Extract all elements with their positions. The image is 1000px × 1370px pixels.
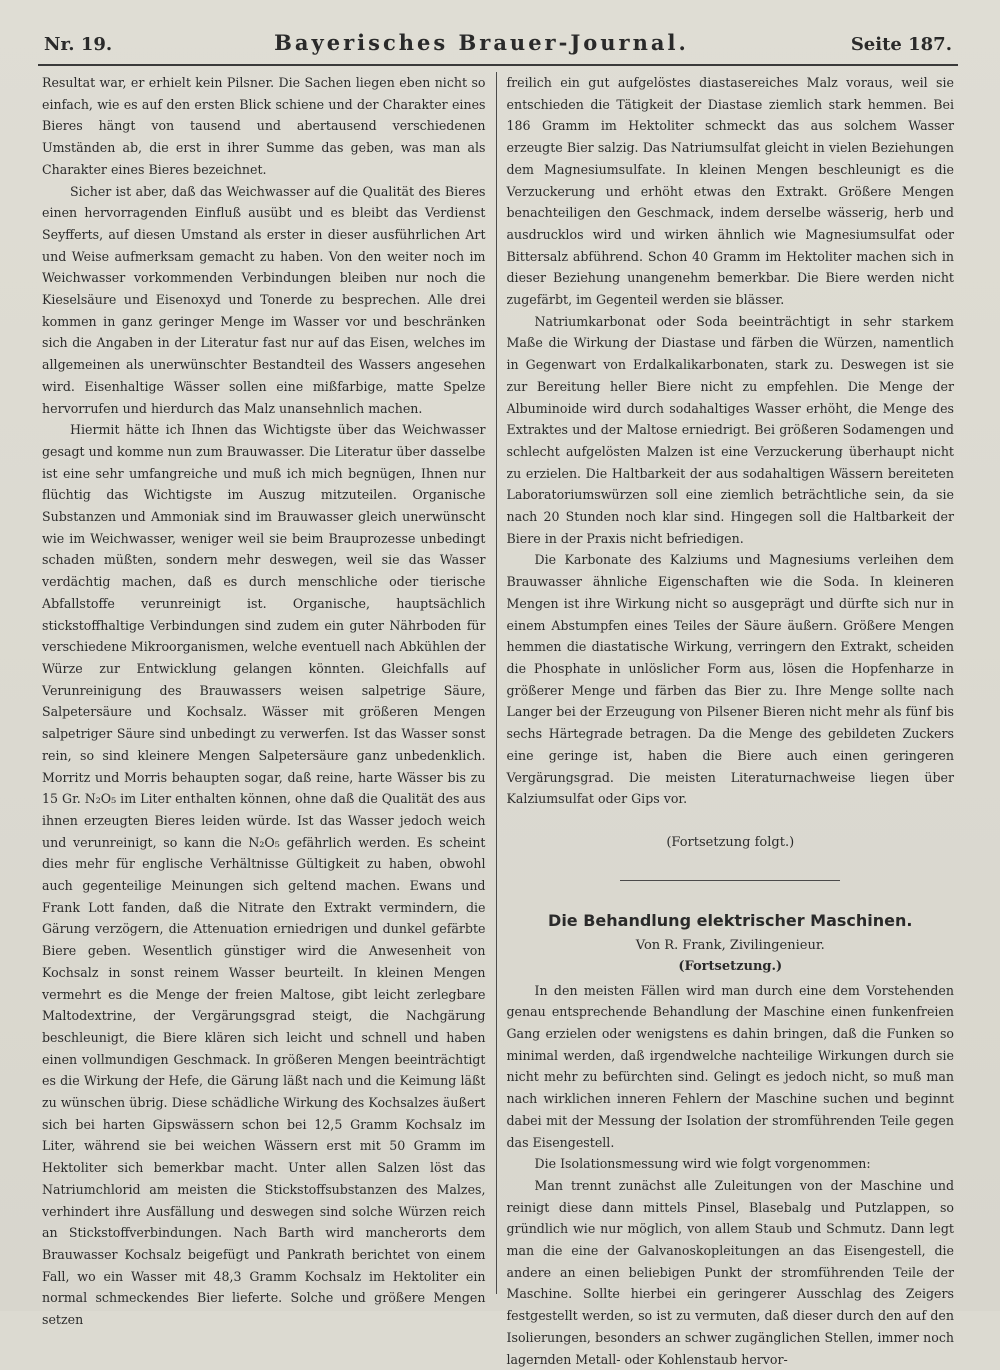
- paragraph: Sicher ist aber, daß das Weichwasser auf die Qualität des Bieres einen hervorragenden Einfluß ausübt und es bleibt das Verdienst Seyfferts, auf diesen Umstand als erster in dieser ausführlichen Art und Weise aufmerksam gemacht zu haben. Von den weiter noch im Weichwasser vorkommenden Verbindungen bleiben nur noch die Kieselsäure und Eisenoxyd und Tonerde zu besprechen. Alle drei kommen in ganz geringer Menge im Wasser vor und beschränken sich die Angaben in der Literatur fast nur auf das Eisen, welches im allgemeinen als unerwünschter Bestandteil des Wassers angesehen wird. Eisenhaltige Wässer sollen eine mißfarbige, matte Spelze hervorrufen und hierdurch das Malz unansehnlich machen.: [42, 183, 486, 416]
- article-title: Die Behandlung elektrischer Maschinen.: [548, 910, 913, 930]
- journal-title: Bayerisches Brauer-Journal.: [274, 30, 689, 55]
- page-number: Seite 187.: [850, 34, 952, 55]
- article-byline: Von R. Frank, Zivilingenieur.: [635, 937, 825, 953]
- paragraph: freilich ein gut aufgelöstes diastasereiches Malz voraus, weil sie entschieden die Tätigkeit der Diastase ziemlich stark hemmen. Bei 186 Gramm im Hektoliter schmeckt das aus solchem Wasser erzeugte Bier salzig. Das Natriumsulfat gleicht in vielen Beziehungen dem Magnesiumsulfate. In kleinen Mengen beschleunigt es die Verzuckerung und erhöht etwas den Extrakt. Größere Mengen benachteiligen den Geschmack, indem derselbe wässerig, herb und ausdrucklos wird und wirken ähnlich wie Magnesiumsulfat oder Bittersalz abführend. Schon 40 Gramm im Hektoliter machen sich in dieser Beziehung unangenehm bemerkbar. Die Biere werden nicht zugefärbt, im Gegenteil werden sie blässer.: [506, 75, 954, 308]
- article-separator: [620, 880, 840, 881]
- paragraph: Resultat war, er erhielt kein Pilsner. Die Sachen liegen eben nicht so einfach, wie es auf den ersten Blick schiene und der Charakter eines Bieres hängt von tausend und abertausend verschiedenen Umständen ab, die erst in ihrer Summe das geben, was man als Charakter eines Bieres bezeichnet.: [42, 75, 486, 177]
- paragraph: Man trennt zunächst alle Zuleitungen von der Maschine und reinigt diese dann mittels Pinsel, Blasebalg und Putzlappen, so gründlich wie nur möglich, von allem Staub und Schmutz. Dann legt man die eine der Galvanoskopleitungen an das Eisengestell, die andere an einen beliebigen Punkt der stromführenden Teile der Maschine. Sollte hierbei ein geringerer Ausschlag des Zeigers festgestellt werden, so ist zu vermuten, daß dieser durch den auf den Isolierungen, besonders an schwer zugänglichen Stellen, immer noch lagernden Metall- oder Kohlenstaub hervor-: [506, 1177, 954, 1367]
- article-note: (Fortsetzung.): [678, 958, 783, 974]
- paragraph: Hiermit hätte ich Ihnen das Wichtigste über das Weichwasser gesagt und komme nun zum Brauwasser. Die Literatur über dasselbe ist eine sehr umfangreiche und muß ich mich begnügen, Ihnen nur flüchtig das Wichtigste im Auszug mitzuteilen. Organische Substanzen und Ammoniak sind im Brauwasser gleich unerwünscht wie im Weichwasser, weniger weil sie beim Brauprozesse unbedingt schaden müßten, sondern mehr deswegen, weil sie das Wasser verdächtig machen, daß es durch menschliche oder tierische Abfallstoffe verunreinigt ist. Organische, hauptsächlich stickstoffhaltige Verbindungen sind zudem ein guter Nährboden für verschiedene Mikroorganismen, welche eventuell nach Abkühlen der Würze zur Entwicklung gelangen könnten. Gleichfalls auf Verunreinigung des Brauwassers weisen salpetrige Säure, Salpetersäure und Kochsalz. Wässer mit größeren Mengen salpetriger Säure sind unbedingt zu verwerfen. Ist das Wasser sonst rein, so sind kleinere Mengen Salpetersäure ganz unbedenklich. Morritz und Morris behaupten sogar, daß reine, harte Wässer bis zu 15 Gr. N₂O₅ im Liter enthalten können, ohne daß die Qualität des aus ihnen erzeugten Bieres leiden würde. Ist das Wasser jedoch weich und verunreinigt, so kann die N₂O₅ gefährlich werden. Es scheint dies mehr für englische Verhältnisse Gültigkeit zu haben, obwohl auch gegenteilige Meinungen sich geltend machen. Ewans und Frank Lott fanden, daß die Nitrate den Extrakt vermindern, die Gärung verzögern, die Attenuation erniedrigen und dunkel gefärbte Biere geben. Wesentlich günstiger wird die Anwesenheit von Kochsalz in sonst reinem Wasser beurteilt. In kleinen Mengen vermehrt es die Menge der freien Maltose, gibt leicht zerlegbare Maltodextrine, der Vergärungsgrad steigt, die Nachgärung beschleunigt, die Biere klären sich leicht und schnell und haben einen vollmundigen Geschmack. In größeren Mengen beeinträchtigt es die Wirkung der Hefe, die Gärung läßt nach und die Keimung läßt zu wünschen übrig. Diese schädliche Wirkung des Kochsalzes äußert sich bei harten Gipswässern schon bei 12,5 Gramm Kochsalz im Liter, während sie bei weichen Wässern erst mit 50 Gramm im Hektoliter sich bemerkbar macht. Unter allen Salzen löst das Natriumchlorid am meisten die Stickstoffsubstanzen des Malzes, verhindert ihre Ausfällung und deswegen sind solche Würzen reich an Stickstoffverbindungen. Nach Barth wird mancherorts dem Brauwasser Kochsalz beigefügt und Pankrath berichtet von einem Fall, wo ein Wasser mit 48,3 Gramm Kochsalz im Hektoliter ein normal schmeckendes Bier lieferte. Solche und größere Mengen setzen: [42, 422, 486, 1328]
- page-header: [38, 30, 958, 66]
- left-column: [38, 72, 496, 1328]
- text-columns: [38, 72, 958, 1367]
- issue-number: Nr. 19.: [44, 34, 113, 55]
- continuation-note: (Fortsetzung folgt.): [666, 834, 795, 850]
- paragraph: Natriumkarbonat oder Soda beeinträchtigt in sehr starkem Maße die Wirkung der Diastase und färben die Würzen, namentlich in Gegenwart von Erdalkalikarbonaten, stark zu. Deswegen ist sie zur Bereitung heller Biere nicht zu empfehlen. Die Menge der Albuminoide wird durch sodahaltiges Wasser erhöht, die Menge des Extraktes und der Maltose erniedrigt. Bei größeren Sodamengen und schlecht aufgelösten Malzen ist eine Verzuckerung überhaupt nicht zu erzielen. Die Haltbarkeit der aus sodahaltigen Wässern bereiteten Laboratoriumswürzen soll eine ziemlich beträchtliche sein, da sie nach 20 Stunden noch klar sind. Hingegen soll die Haltbarkeit der Biere in der Praxis nicht befriedigen.: [506, 313, 954, 546]
- paragraph: Die Isolationsmessung wird wie folgt vorgenommen:: [534, 1156, 871, 1172]
- paragraph: Die Karbonate des Kalziums und Magnesiums verleihen dem Brauwasser ähnliche Eigenschaften wie die Soda. In kleineren Mengen ist ihre Wirkung nicht so ausgeprägt und dürfte sich nur in einem Abstumpfen eines Teiles der Säure äußern. Größere Mengen hemmen die diastatische Wirkung, verringern den Extrakt, scheiden die Phosphate in unlöslicher Form aus, lösen die Hopfenharze in größerer Menge und färben das Bier zu. Ihre Menge sollte nach Langer bei der Erzeugung von Pilsener Bieren nicht mehr als fünf bis sechs Härtegrade betragen. Da die Menge des gebildeten Zuckers eine geringe ist, haben die Biere auch einen geringeren Vergärungsgrad. Die meisten Literaturnachweise liegen über Kalziumsulfat oder Gips vor.: [506, 552, 954, 807]
- right-column: [497, 72, 959, 1367]
- paragraph: In den meisten Fällen wird man durch eine dem Vorstehenden genau entsprechende Behandlung der Maschine einen funkenfreien Gang erzielen oder wenigstens es dahin bringen, daß die Funken so minimal werden, daß irgendwelche nachteilige Wirkungen durch sie nicht mehr zu befürchten sind. Gelingt es jedoch nicht, so muß man nach wirklichen inneren Fehlern der Maschine suchen und beginnt dabei mit der Messung der Isolation der stromführenden Teile gegen das Eisengestell.: [506, 982, 954, 1150]
